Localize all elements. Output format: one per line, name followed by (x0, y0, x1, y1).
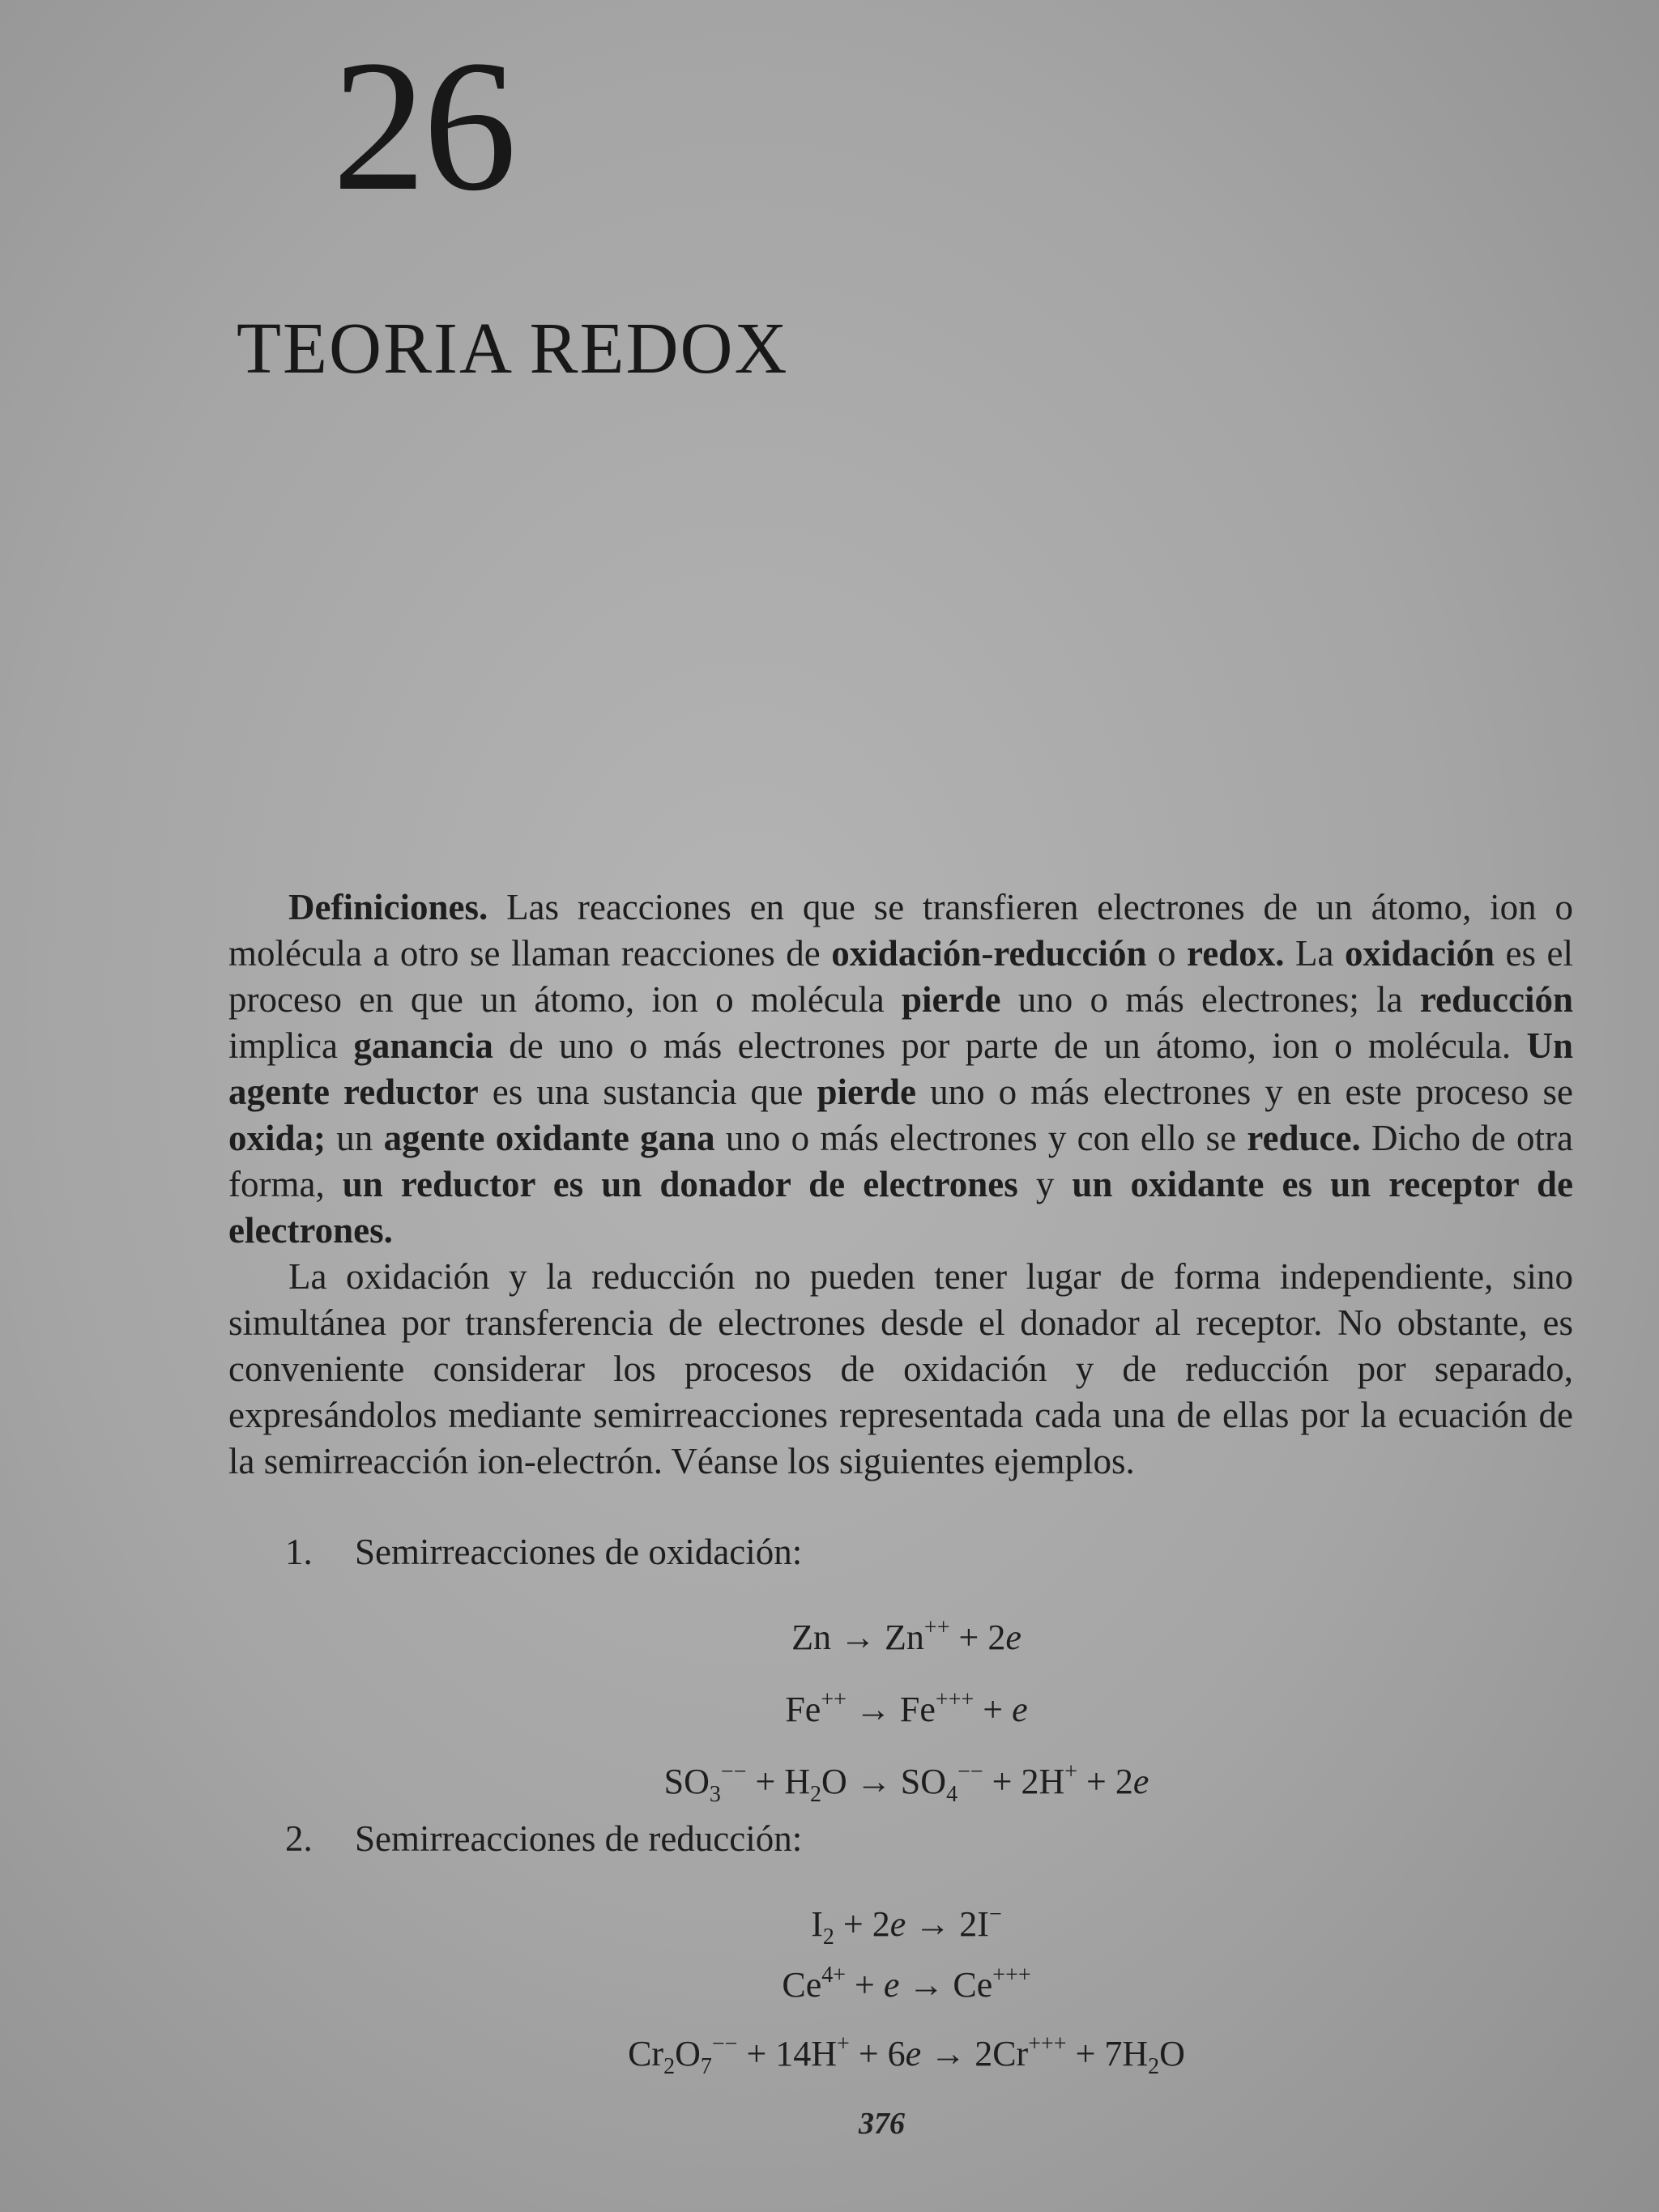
electron-symbol: e (1005, 1617, 1021, 1657)
redox-paragraph: La oxidación y la reducción no pueden tener lugar de forma independiente, sino simultánea por transferencia de electrones desde el donador al receptor. No obstante, es conveniente considerar los procesos de oxidación y de reducción por separado, expresándolos mediante semirreacciones representada cada una de ellas por la ecuación de la semirreacción ion-electrón. Véanse los siguientes ejemplos. (228, 1256, 1573, 1481)
equation-text: Cr (628, 2034, 664, 2073)
page-number: 376 (859, 2107, 905, 2141)
text-run: Las reacciones en que se transfieren electrones de un átomo, ion o molécula a otro se llaman reacciones de (228, 887, 1573, 974)
equation-text: + 6 (849, 2034, 906, 2073)
superscript: +++ (992, 1963, 1031, 1988)
superscript: − (988, 1902, 1002, 1928)
equation-text: O → SO (821, 1762, 947, 1801)
subscript: 7 (700, 2053, 712, 2079)
equation-text: + 2 (834, 1904, 890, 1944)
bold-term: un reductor es un donador de electrones (342, 1164, 1018, 1204)
superscript: 4+ (821, 1963, 847, 1988)
electron-symbol: e (883, 1965, 900, 2005)
subscript: 2 (663, 2053, 676, 2079)
equation-text: + (846, 1965, 884, 2005)
subscript: 2 (822, 1924, 834, 1950)
equation-text: Fe (785, 1690, 821, 1729)
equation-text: → 2Cr (921, 2034, 1029, 2073)
text-run: implica (228, 1025, 354, 1066)
equation-text: Ce (782, 1965, 822, 2005)
equation-cerium (0, 1964, 1659, 2006)
oxidation-heading (285, 1529, 802, 1575)
bold-term: Definiciones. (288, 887, 488, 927)
bold-term: pierde (902, 979, 1001, 1020)
bold-term: Un agente reductor (228, 1025, 1573, 1112)
superscript: + (1064, 1759, 1078, 1785)
superscript: −− (711, 2031, 738, 2057)
body-text (228, 884, 1573, 1485)
reduction-heading-text: Semirreacciones de reducción: (355, 1818, 803, 1859)
text-run: uno o más electrones; la (1000, 979, 1420, 1020)
electron-symbol: e (1132, 1762, 1149, 1801)
equation-text: → Fe (846, 1690, 936, 1729)
equation-text: + 7H (1066, 2034, 1149, 2073)
equation-text: → 2I (906, 1904, 989, 1944)
chapter-number: 26 (332, 22, 514, 230)
text-run: uno o más electrones y en este proceso se (915, 1072, 1574, 1112)
bold-term: redox. (1187, 933, 1285, 974)
electron-symbol: e (1012, 1690, 1028, 1729)
electron-symbol: e (889, 1904, 906, 1944)
reduction-number: 2. (285, 1818, 313, 1859)
equation-text: + 14H (737, 2034, 838, 2073)
superscript: ++ (821, 1687, 847, 1713)
definitions-paragraph (228, 884, 1573, 1254)
reduction-heading (285, 1816, 802, 1862)
superscript: −− (720, 1759, 747, 1785)
equation-text: Zn → Zn (791, 1617, 924, 1657)
bold-term: oxidación-reducción (831, 933, 1147, 974)
bold-term: un oxidante es un receptor de electrones. (228, 1164, 1574, 1251)
equation-text: + H (746, 1762, 811, 1801)
text-run: es el proceso en que un átomo, ion o molécula (228, 933, 1573, 1020)
text-run: Dicho de otra forma, (228, 1118, 1573, 1204)
bold-term: oxidación (1344, 933, 1495, 974)
text-run: La (1284, 933, 1345, 974)
subscript: 2 (810, 1781, 822, 1807)
oxidation-number: 1. (285, 1532, 313, 1572)
bold-term: oxida; (228, 1118, 326, 1158)
text-run: uno o más electrones y con ello se (714, 1118, 1247, 1158)
equation-text: → Ce (899, 1965, 993, 2005)
text-run: un (326, 1118, 384, 1158)
text-run: de uno o más electrones por parte de un átomo, ion o molécula. (493, 1025, 1527, 1066)
text-run: o (1146, 933, 1188, 974)
superscript: ++ (923, 1615, 950, 1641)
equation-dichromate (0, 2031, 1659, 2079)
text-run: y (1017, 1164, 1073, 1204)
bold-term: reduce. (1247, 1118, 1361, 1158)
subscript: 4 (946, 1781, 958, 1807)
text-run: es una sustancia que (478, 1072, 817, 1112)
superscript: −− (957, 1759, 983, 1785)
bold-term: pierde (817, 1072, 916, 1112)
bold-term: reducción (1419, 979, 1573, 1020)
equation-text: + 2H (983, 1762, 1065, 1801)
superscript: +++ (1028, 2031, 1067, 2057)
equation-text: + 2 (949, 1617, 1006, 1657)
bold-term: ganancia (353, 1025, 493, 1066)
equation-text: O (675, 2034, 701, 2073)
subscript: 2 (1148, 2053, 1160, 2079)
equation-iodine (0, 1902, 1659, 1950)
bold-term: agente oxidante gana (383, 1118, 715, 1158)
equation-text: + (974, 1690, 1013, 1729)
electron-symbol: e (905, 2034, 922, 2073)
superscript: + (837, 2031, 850, 2057)
equation-text: I (811, 1904, 823, 1944)
superscript: +++ (935, 1687, 975, 1713)
subscript: 3 (709, 1781, 721, 1807)
equation-zinc (0, 1617, 1659, 1659)
equation-text: SO (663, 1762, 710, 1801)
equation-text: O (1159, 2034, 1185, 2073)
equation-iron (0, 1689, 1659, 1731)
equation-text: + 2 (1077, 1762, 1133, 1801)
equation-sulfite (0, 1759, 1659, 1807)
oxidation-heading-text: Semirreacciones de oxidación: (355, 1532, 803, 1572)
chapter-title: TEORIA REDOX (237, 309, 789, 389)
